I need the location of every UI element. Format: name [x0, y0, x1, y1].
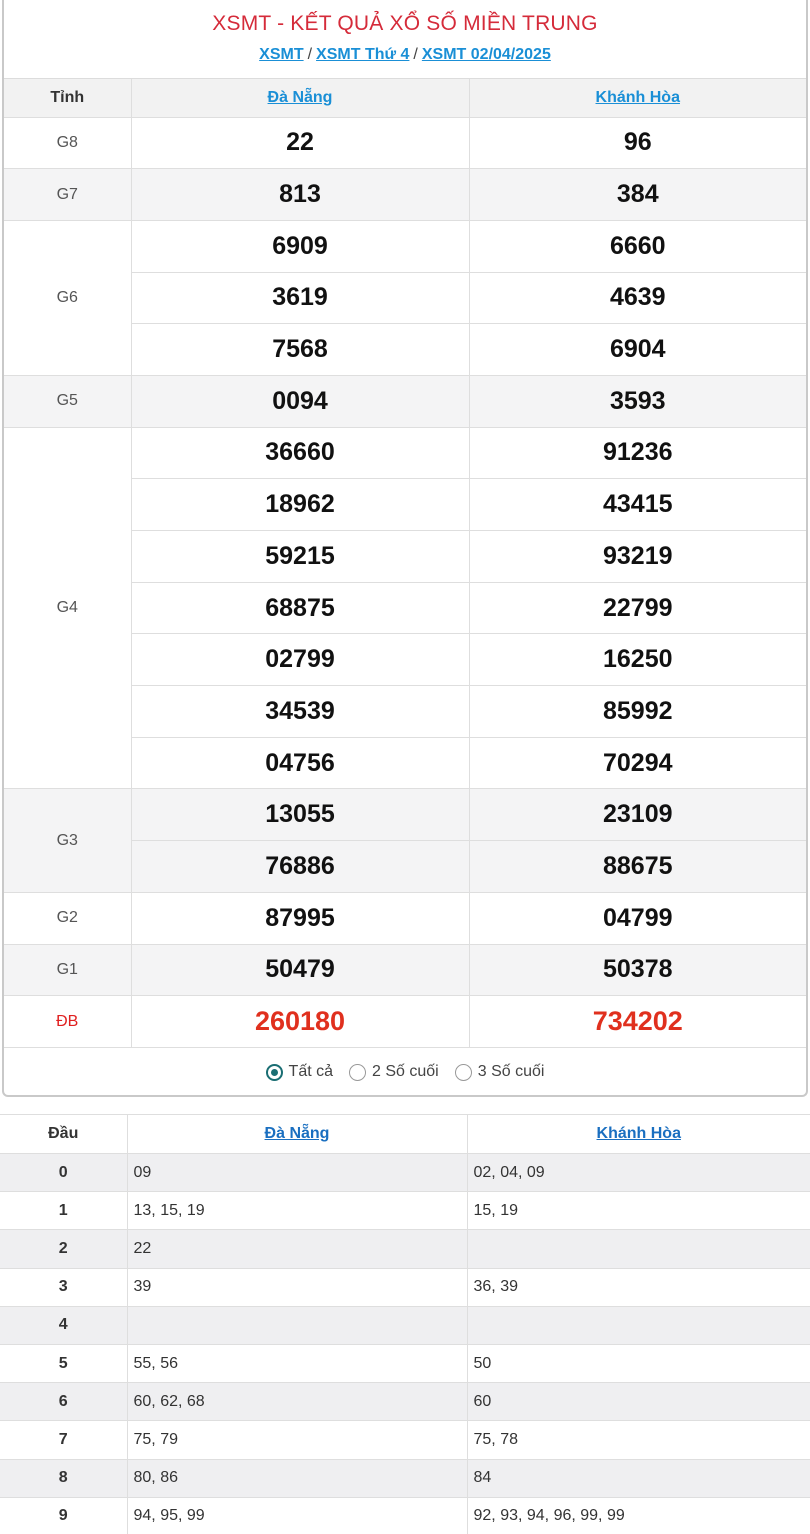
filter-option-label: Tất cả [288, 1063, 334, 1081]
loto-values-da-nang: 60, 62, 68 [127, 1383, 467, 1421]
province-link-da-nang[interactable]: Đà Nẵng [264, 1125, 330, 1142]
loto-row [0, 1192, 810, 1230]
prize-label: G4 [4, 427, 131, 789]
column-header-da-nang [131, 79, 469, 117]
prize-number-da-nang: 18962 [131, 479, 469, 531]
prize-number-da-nang: 7568 [131, 324, 469, 376]
loto-values-khanh-hoa: 75, 78 [467, 1421, 810, 1459]
prize-number-khanh-hoa: 70294 [469, 737, 806, 789]
prize-number-khanh-hoa: 23109 [469, 789, 806, 841]
loto-values-da-nang: 94, 95, 99 [127, 1497, 467, 1534]
prize-number-khanh-hoa: 734202 [469, 996, 806, 1048]
prize-label: G2 [4, 892, 131, 944]
prize-number-khanh-hoa: 22799 [469, 582, 806, 634]
prize-number-da-nang: 50479 [131, 944, 469, 996]
province-link-da-nang[interactable]: Đà Nẵng [267, 88, 333, 106]
loto-row [0, 1306, 810, 1344]
loto-body [0, 1154, 810, 1534]
loto-values-khanh-hoa: 15, 19 [467, 1192, 810, 1230]
prize-number-khanh-hoa: 384 [469, 169, 806, 221]
breadcrumb-link-date[interactable]: XSMT 02/04/2025 [421, 46, 551, 63]
head-digit: 4 [0, 1306, 127, 1344]
loto-values-da-nang: 13, 15, 19 [127, 1192, 467, 1230]
prize-label: G6 [4, 220, 131, 375]
prize-number-khanh-hoa: 91236 [469, 427, 806, 479]
loto-values-khanh-hoa: 84 [467, 1459, 810, 1497]
prize-number-da-nang: 6909 [131, 220, 469, 272]
prize-number-da-nang: 0094 [131, 375, 469, 427]
prize-number-da-nang: 59215 [131, 531, 469, 583]
radio-unchecked-icon[interactable] [349, 1064, 366, 1081]
loto-table-header [0, 1115, 810, 1154]
column-header-head-digit: Đầu [0, 1115, 127, 1154]
filter-option-last-3[interactable] [455, 1063, 545, 1081]
head-digit: 9 [0, 1497, 127, 1534]
head-digit: 6 [0, 1383, 127, 1421]
prize-row [4, 944, 806, 996]
loto-values-khanh-hoa: 50 [467, 1344, 810, 1382]
province-link-khanh-hoa[interactable]: Khánh Hòa [595, 88, 680, 106]
loto-row [0, 1497, 810, 1534]
prize-number-khanh-hoa: 04799 [469, 892, 806, 944]
breadcrumb-link-weekday[interactable]: XSMT Thứ 4 [316, 46, 410, 63]
prize-number-khanh-hoa: 93219 [469, 531, 806, 583]
prize-label: G1 [4, 944, 131, 996]
prize-number-da-nang: 813 [131, 169, 469, 221]
loto-values-khanh-hoa [467, 1306, 810, 1344]
prize-label: G5 [4, 375, 131, 427]
digit-filter [4, 1048, 806, 1097]
filter-option-label: 2 Số cuối [372, 1063, 439, 1081]
loto-values-da-nang: 55, 56 [127, 1344, 467, 1382]
loto-values-da-nang: 22 [127, 1230, 467, 1268]
breadcrumb [4, 46, 806, 64]
prize-number-da-nang: 34539 [131, 686, 469, 738]
head-digit: 1 [0, 1192, 127, 1230]
column-header-da-nang [127, 1115, 467, 1154]
prize-number-da-nang: 260180 [131, 996, 469, 1048]
prize-number-da-nang: 13055 [131, 789, 469, 841]
prize-number-da-nang: 3619 [131, 272, 469, 324]
prize-row [4, 427, 806, 479]
prize-number-khanh-hoa: 3593 [469, 375, 806, 427]
column-header-khanh-hoa [469, 79, 806, 117]
results-body [4, 117, 806, 1047]
breadcrumb-link-xsmt[interactable]: XSMT [259, 46, 304, 63]
head-digit: 8 [0, 1459, 127, 1497]
prize-number-khanh-hoa: 4639 [469, 272, 806, 324]
prize-row [4, 117, 806, 169]
prize-number-da-nang: 36660 [131, 427, 469, 479]
column-header-province: Tỉnh [4, 79, 131, 117]
breadcrumb-separator: / [307, 46, 313, 63]
prize-number-da-nang: 02799 [131, 634, 469, 686]
prize-row [4, 789, 806, 841]
prize-row [4, 220, 806, 272]
prize-number-khanh-hoa: 88675 [469, 841, 806, 893]
loto-values-da-nang: 80, 86 [127, 1459, 467, 1497]
prize-number-khanh-hoa: 50378 [469, 944, 806, 996]
prize-number-khanh-hoa: 16250 [469, 634, 806, 686]
loto-row [0, 1344, 810, 1382]
results-table [4, 79, 806, 1048]
radio-checked-icon[interactable] [266, 1064, 283, 1081]
prize-number-da-nang: 87995 [131, 892, 469, 944]
loto-values-khanh-hoa [467, 1230, 810, 1268]
prize-number-khanh-hoa: 85992 [469, 686, 806, 738]
loto-row [0, 1230, 810, 1268]
prize-label: G3 [4, 789, 131, 892]
loto-row [0, 1268, 810, 1306]
head-digit: 0 [0, 1154, 127, 1192]
radio-unchecked-icon[interactable] [455, 1064, 472, 1081]
breadcrumb-separator: / [413, 46, 418, 63]
prize-number-da-nang: 68875 [131, 582, 469, 634]
prize-number-da-nang: 76886 [131, 841, 469, 893]
loto-head-table-card [0, 1114, 810, 1534]
loto-head-table [0, 1114, 810, 1534]
loto-values-khanh-hoa: 36, 39 [467, 1268, 810, 1306]
filter-option-all[interactable] [266, 1063, 333, 1081]
loto-values-da-nang [127, 1306, 467, 1344]
filter-option-label: 3 Số cuối [477, 1063, 545, 1081]
head-digit: 5 [0, 1344, 127, 1382]
loto-values-khanh-hoa: 60 [467, 1383, 810, 1421]
results-header [4, 0, 806, 79]
filter-option-last-2[interactable] [349, 1063, 439, 1081]
prize-label: G7 [4, 169, 131, 221]
results-table-header [4, 79, 806, 117]
prize-number-da-nang: 04756 [131, 737, 469, 789]
prize-row [4, 892, 806, 944]
prize-number-khanh-hoa: 43415 [469, 479, 806, 531]
loto-row [0, 1421, 810, 1459]
loto-values-khanh-hoa: 92, 93, 94, 96, 99, 99 [467, 1497, 810, 1534]
loto-row [0, 1154, 810, 1192]
prize-number-khanh-hoa: 96 [469, 117, 806, 169]
head-digit: 3 [0, 1268, 127, 1306]
column-header-khanh-hoa [467, 1115, 810, 1154]
prize-number-khanh-hoa: 6660 [469, 220, 806, 272]
head-digit: 7 [0, 1421, 127, 1459]
loto-row [0, 1459, 810, 1497]
prize-row [4, 169, 806, 221]
head-digit: 2 [0, 1230, 127, 1268]
loto-values-da-nang: 09 [127, 1154, 467, 1192]
prize-number-da-nang: 22 [131, 117, 469, 169]
prize-label: G8 [4, 117, 131, 169]
loto-values-da-nang: 75, 79 [127, 1421, 467, 1459]
province-link-khanh-hoa[interactable]: Khánh Hòa [596, 1125, 681, 1142]
results-card [2, 0, 808, 1097]
prize-row [4, 375, 806, 427]
loto-values-da-nang: 39 [127, 1268, 467, 1306]
prize-label: ĐB [4, 996, 131, 1048]
loto-row [0, 1383, 810, 1421]
page-title: XSMT - KẾT QUẢ XỔ SỐ MIỀN TRUNG [212, 12, 598, 35]
prize-number-khanh-hoa: 6904 [469, 324, 806, 376]
prize-row [4, 996, 806, 1048]
loto-values-khanh-hoa: 02, 04, 09 [467, 1154, 810, 1192]
